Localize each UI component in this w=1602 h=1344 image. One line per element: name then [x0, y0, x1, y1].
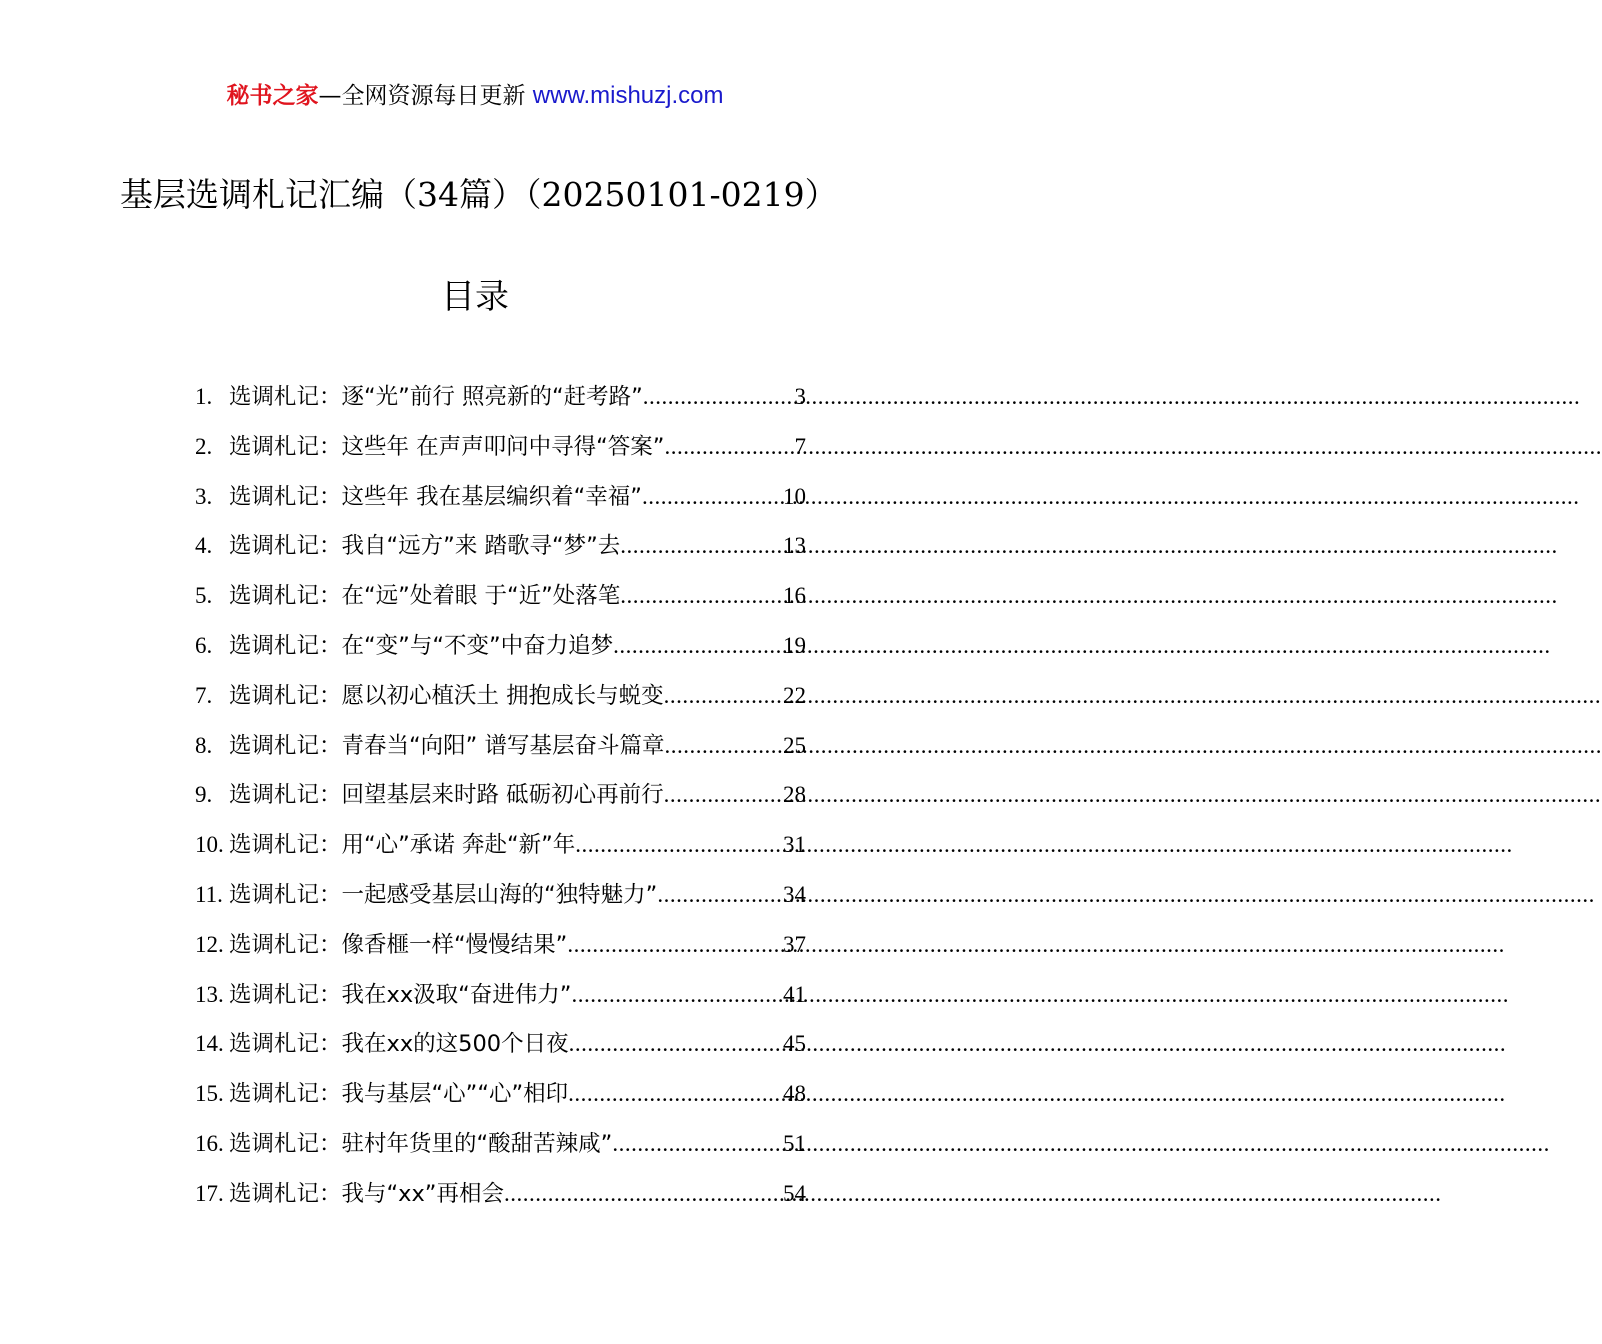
toc-heading: 目录 [441, 277, 509, 317]
toc-entry-number: 2. [195, 433, 213, 459]
toc-entry[interactable] [195, 1169, 806, 1219]
toc-entry[interactable] [195, 770, 806, 820]
toc-entry-title: 选调札记：我在xx汲取“奋进伟力” [229, 981, 572, 1008]
toc-page-number: 10 [783, 483, 806, 509]
toc-entry[interactable] [195, 422, 806, 472]
toc-entry-number: 5. [195, 583, 213, 609]
toc-dot-leader [664, 721, 783, 771]
toc-page-number: 51 [783, 1130, 806, 1156]
toc-entry-number: 4. [195, 533, 213, 559]
toc-entry[interactable] [195, 621, 806, 671]
toc-page-number: 54 [783, 1180, 806, 1206]
toc-entry-number: 8. [195, 732, 213, 758]
toc-entry-number: 17. [195, 1180, 224, 1206]
toc-dot-leader [612, 1119, 783, 1169]
toc-entry-title: 选调札记：回望基层来时路 砥砺初心再前行 [229, 782, 664, 809]
toc-entry-title: 选调札记：驻村年货里的“酸甜苦辣咸” [229, 1130, 613, 1157]
toc-entry-title: 选调札记：这些年 我在基层编织着“幸福” [229, 483, 642, 510]
toc-entry-number: 6. [195, 632, 213, 658]
document-title: 基层选调札记汇编（34篇）（20250101-0219） [120, 175, 838, 214]
toc-page-number: 25 [783, 732, 806, 758]
site-tagline: —全网资源每日更新 [318, 83, 533, 109]
toc-entry-title: 选调札记：愿以初心植沃土 拥抱成长与蜕变 [229, 682, 664, 709]
toc-entry-number: 16. [195, 1130, 224, 1156]
toc-entry-title: 选调札记：我与“xx”再相会 [229, 1180, 504, 1207]
toc-dot-leader [504, 1169, 783, 1219]
toc-dot-leader [575, 820, 783, 870]
toc-dot-leader [620, 571, 783, 621]
toc-dot-leader [664, 671, 783, 721]
toc-page-number: 31 [783, 832, 806, 858]
toc-entry[interactable] [195, 1119, 806, 1169]
toc-entry-title: 选调札记：在“远”处着眼 于“近”处落笔 [229, 583, 621, 610]
toc-entry-number: 7. [195, 682, 213, 708]
toc-page-number: 16 [783, 583, 806, 609]
toc-entry[interactable] [195, 671, 806, 721]
toc-entry-title: 选调札记：像香榧一样“慢慢结果” [229, 931, 568, 958]
toc-entry[interactable] [195, 970, 806, 1020]
toc-entry-title: 选调札记：青春当“向阳” 谱写基层奋斗篇章 [229, 732, 665, 759]
toc-entry[interactable] [195, 1019, 806, 1069]
toc-dot-leader [568, 1069, 783, 1119]
toc-entry-number: 12. [195, 931, 224, 957]
toc-entry-number: 13. [195, 981, 224, 1007]
toc-entry[interactable] [195, 920, 806, 970]
toc-entry[interactable] [195, 571, 806, 621]
toc-entry[interactable] [195, 372, 806, 422]
toc-page-number: 41 [783, 981, 806, 1007]
toc-entry-title: 选调札记：这些年 在声声叩问中寻得“答案” [229, 433, 665, 460]
toc-dot-leader [620, 521, 783, 571]
toc-entry[interactable] [195, 521, 806, 571]
toc-entry[interactable] [195, 1069, 806, 1119]
toc-page-number: 28 [783, 782, 806, 808]
toc-entry-title: 选调札记：用“心”承诺 奔赴“新”年 [229, 832, 576, 859]
toc-dot-leader [664, 422, 794, 472]
toc-dot-leader [664, 770, 783, 820]
toc-entry-number: 9. [195, 782, 213, 808]
toc-dot-leader [571, 970, 783, 1020]
toc-page-number: 19 [783, 632, 806, 658]
toc-entry-number: 10. [195, 832, 224, 858]
toc-page-number: 37 [783, 931, 806, 957]
toc-entry[interactable] [195, 820, 806, 870]
toc-dot-leader [567, 920, 783, 970]
toc-page-number: 22 [783, 682, 806, 708]
toc-entry-number: 3. [195, 483, 213, 509]
toc-page-number: 48 [783, 1081, 806, 1107]
table-of-contents [195, 372, 806, 1219]
toc-entry-title: 选调札记：一起感受基层山海的“独特魅力” [229, 881, 658, 908]
toc-entry-title: 选调札记：在“变”与“不变”中奋力追梦 [229, 632, 614, 659]
toc-entry-title: 选调札记：我自“远方”来 踏歌寻“梦”去 [229, 533, 621, 560]
toc-dot-leader [643, 372, 795, 422]
toc-entry[interactable] [195, 472, 806, 522]
toc-dot-leader [642, 472, 783, 522]
site-header [0, 80, 950, 112]
toc-dot-leader [657, 870, 783, 920]
toc-page-number: 7 [794, 433, 806, 459]
toc-entry[interactable] [195, 721, 806, 771]
toc-page-number: 45 [783, 1031, 806, 1057]
toc-page-number: 34 [783, 881, 806, 907]
toc-dot-leader [613, 621, 783, 671]
toc-entry-number: 11. [195, 881, 223, 907]
toc-entry-title: 选调札记：我与基层“心”“心”相印 [229, 1081, 569, 1108]
toc-dot-leader [569, 1019, 783, 1069]
site-name: 秘书之家 [226, 83, 319, 109]
toc-entry-number: 14. [195, 1031, 224, 1057]
toc-entry[interactable] [195, 870, 806, 920]
toc-entry-title: 选调札记：逐“光”前行 照亮新的“赶考路” [229, 384, 643, 410]
toc-page-number: 13 [783, 533, 806, 559]
toc-entry-title: 选调札记：我在xx的这500个日夜 [229, 1031, 569, 1058]
toc-entry-number: 1. [195, 384, 213, 409]
toc-page-number: 3 [794, 384, 806, 409]
toc-entry-number: 15. [195, 1081, 224, 1107]
site-url-link[interactable]: www.mishuzj.com [532, 82, 724, 109]
